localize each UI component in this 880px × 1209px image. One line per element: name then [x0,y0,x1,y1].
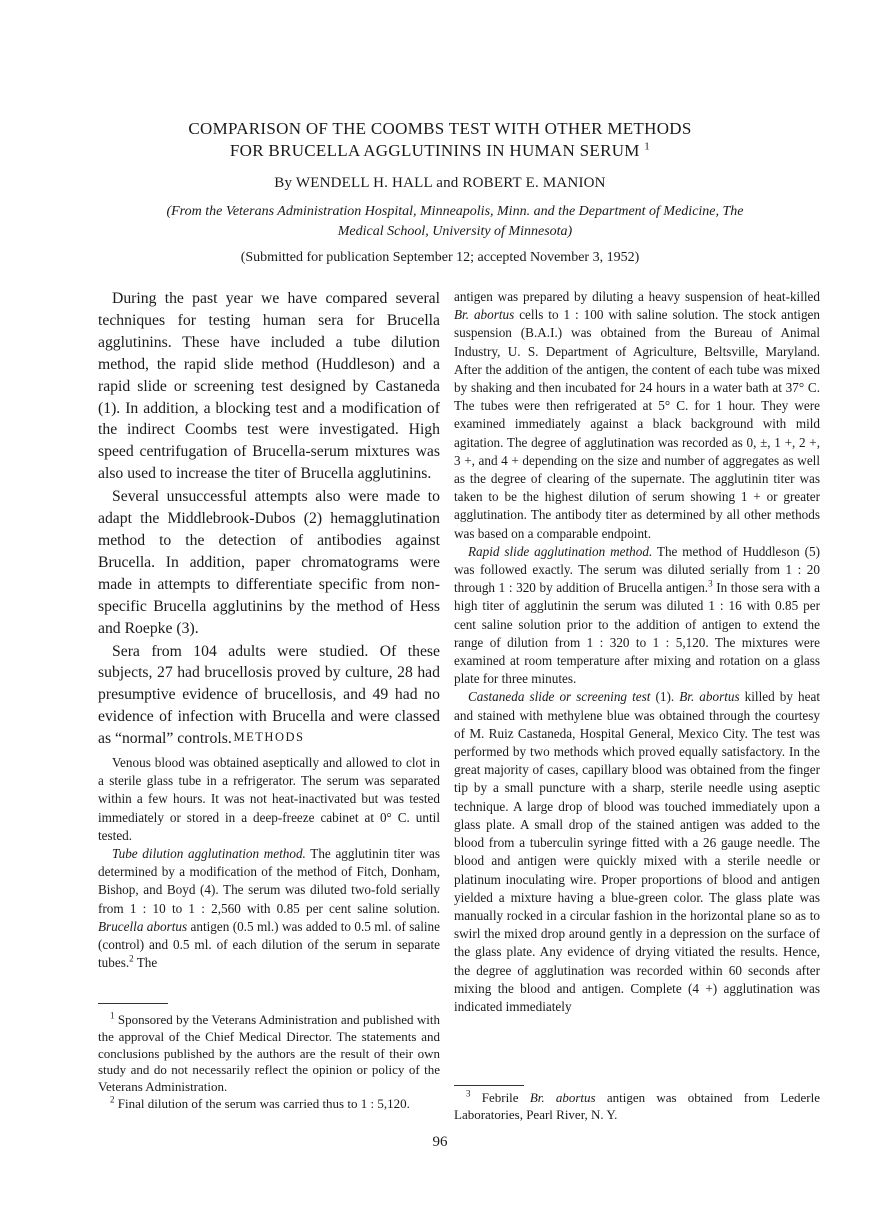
footnote-3: $^3$ Febrile Br. abortus antigen was obtained from Lederle Laboratories, Pearl River, N. Y. [454,1088,820,1122]
submission-dates: (Submitted for publication September 12; accepted November 3, 1952) [240,250,640,265]
methods-left-column [98,754,440,972]
footnote-divider-left [98,1003,168,1004]
antigen-paragraph: antigen was prepared by diluting a heavy suspension of heat-killed Br. abortus cells to 1 : 100 with saline solution. The stock antigen suspension (B.A.I.) was obtained from the Bureau of Animal Industry, U. S. Department of Agriculture, Beltsville, Maryland. After the addition of the antigen, the content of each tube was mixed by shaking and then incubated for 24 hours in a water bath at 37° C. The tubes were then refrigerated at 5° C. for 1 hour. They were examined immediately against a black background with mild agitation. The degree of agglutination was recorded as 0, ±, 1 +, 2 +, 3 +, and 4 + depending on the size and number of aggregates as well as the degree of clearing of the supernate. The agglutinin titer was taken to be the highest dilution of serum showing 1 + or greater agglutination. The antibody titer as determined by all other methods was based on a comparable endpoint. [454,289,820,541]
footnote-divider-right [454,1085,524,1086]
footnote-marker-2: 2 [129,953,134,964]
affiliation: (From the Veterans Administration Hospital, Minneapolis, Minn. and the Department of Medicine, The Medical School, University of Minnesota) [166,204,744,239]
author-byline: By WENDELL H. HALL and ROBERT E. MANION [274,175,606,191]
rapid-slide-paragraph: Rapid slide agglutination method. The method of Huddleson (5) was followed exactly. The serum was diluted serially from 1 : 20 through 1 : 320 by addition of Brucella antigen.$^3$ In those sera with a high titer of agglutinin the serum was diluted 1 : 16 with 0.85 per cent saline solution prior to the addition of antigen to extend the range of dilution from 1 : 320 to 1 : 5,120. The mixtures were examined at room temperature after mixing and rotation on a glass plate for three minutes. [454,543,820,687]
intro-paragraph-2: Several unsuccessful attempts also were made to adapt the Middlebrook-Dubos (2) hemagglutination method to the detection of antibodies against Brucella. In addition, paper chromatograms were made in attempts to differentiate specific from non-specific Brucella agglutinins by the method of Hess and Roepke (3). [98,488,440,637]
methods-paragraph-1: Venous blood was obtained aseptically and allowed to clot in a sterile glass tube in a refrigerator. The serum was separated within a few hours. It was not heat-inactivated but was tested immediately or stored in a deep-freeze cabinet at 0° C. until tested. [98,755,440,843]
title-footnote-marker: 1 [644,140,651,153]
footnote-1: $^1$ Sponsored by the Veterans Administration and published with the approval of the Chief Medical Director. The statements and conclusions published by the authors are the result of their own study and do not necessarily reflect the opinion or policy of the Veterans Administration. [98,1010,440,1095]
article-title [90,118,790,162]
footnotes-left [98,1012,440,1113]
castaneda-paragraph: Castaneda slide or screening test (1). Br. abortus killed by heat and stained with methylene blue was obtained through the courtesy of M. Ruiz Castaneda, Hospital General, Mexico City. The test was performed by two methods which proved equally satisfactory. In the great majority of cases, capillary blood was obtained from the finger tip by a small puncture with a sharp, sterile needle using aseptic technique. A large drop of blood was touched immediately upon a glass plate. A small drop of the stained antigen was added to the blood from a tuberculin syringe fitted with a 26 gauge needle. The blood and antigen were quickly mixed with a sterile needle or platinum inoculating wire. Proper proportions of blood and antigen yielded a mixture having a blue-green color. The glass plate was manually rocked in a circular fashion in the horizontal plane so as to swirl the mixed drop around gently in a depression on the surface of the glass plate. Any evidence of drying vitiated the results. Hence, the degree of agglutination was recorded within 60 seconds after mixing the blood and antigen. Complete (4 +) agglutination was indicated immediately [454,689,820,1014]
tube-dilution-paragraph: Tube dilution agglutination method. The agglutinin titer was determined by a modification of the method of Fitch, Donham, Bishop, and Boyd (4). The serum was diluted two-fold serially from 1 : 10 to 1 : 2,560 with 0.85 per cent saline solution. Brucella abortus antigen (0.5 ml.) was added to 0.5 ml. of saline (control) and 0.5 ml. of each dilution of the serum in separate tubes.$^2$ The [98,846,440,971]
tube-dilution-heading: Tube dilution agglutination method. [112,846,306,862]
methods-right-column [454,288,820,1016]
page-number: 96 [432,1134,448,1150]
footnote-marker-3: 3 [708,578,713,589]
intro-paragraph-3: Sera from 104 adults were studied. Of these subjects, 27 had brucellosis proved by culture, 28 had presumptive evidence of brucellosis, and 49 had no evidence of infection with Brucella and were classed as “normal” controls. [98,642,440,748]
footnote-2: $^2$ Final dilution of the serum was carried thus to 1 : 5,120. [110,1094,410,1111]
footnotes-right [454,1090,820,1124]
castaneda-heading: Castaneda slide or screening test [468,689,651,705]
intro-paragraph-1: During the past year we have compared several techniques for testing human sera for Brucella agglutinins. These have included a tube dilution method, the rapid slide method (Huddleson) and a rapid slide or screening test designed by Castaneda (1). In addition, a blocking test and a modification of the indirect Coombs test were investigated. High speed centrifugation of Brucella-serum mixtures was also used to increase the titer of Brucella agglutinins. [98,290,440,483]
rapid-slide-heading: Rapid slide agglutination method. [468,543,653,559]
methods-heading: METHODS [233,730,305,744]
intro-column [98,288,440,750]
title-line-1: COMPARISON OF THE COOMBS TEST WITH OTHER METHODS [188,119,692,138]
title-line-2: FOR BRUCELLA AGGLUTININS IN HUMAN SERUM $^1$ [229,140,651,160]
